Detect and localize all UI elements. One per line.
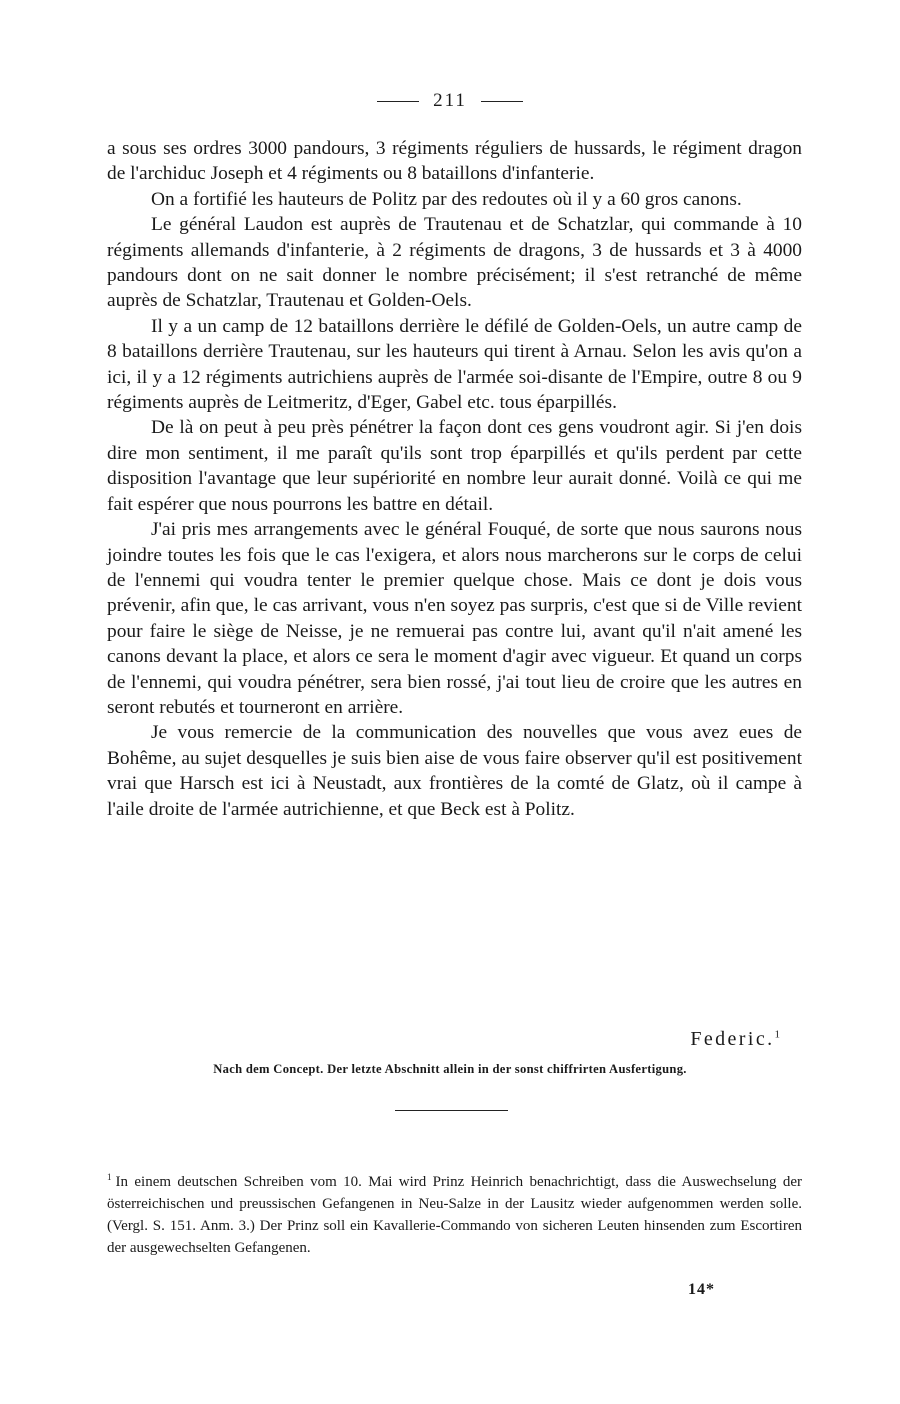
footnote-text: In einem deutschen Schreiben vom 10. Mai wird Prinz Heinrich benachrichtigt, dass die Auswechselung der österreichischen und preussischen Gefangenen in Neu-Salze in der Lausitz wieder aufgenommen werden solle. (Vergl. S. 151. Anm. 3.) Der Prinz soll ein Kavallerie-Commando von sicheren Leuten hinsenden zum Escortiren der ausgewechselten Gefangenen. <box>107 1174 802 1256</box>
signature <box>0 1028 780 1051</box>
section-divider <box>395 1110 508 1111</box>
source-note: Nach dem Concept. Der letzte Abschnitt allein in der sonst chiffrirten Ausfertigung. <box>213 1062 687 1076</box>
letter-body <box>107 136 802 822</box>
printer-signature-mark: 14* <box>688 1281 715 1298</box>
paragraph-3: Le général Laudon est auprès de Trautenau et de Schatzlar, qui commande à 10 régiments allemands d'infanterie, à 2 régiments de dragons, 3 de hussards et 3 à 4000 pandours dont on ne sait donner le nombre précisément; il s'est retranché de même auprès de Schatzlar, Trautenau et Golden-Oels. <box>107 214 802 312</box>
footnote-marker: 1 <box>107 1172 112 1182</box>
footnote <box>107 1166 802 1259</box>
header-rule-left <box>377 101 419 102</box>
page-number: 211 <box>433 90 467 111</box>
header-rule-right <box>481 101 523 102</box>
footnote-reference: 1 <box>774 1028 780 1041</box>
paragraph-5: De là on peut à peu près pénétrer la façon dont ces gens voudront agir. Si j'en dois dire mon sentiment, il me paraît qu'ils sont trop éparpillés et qu'ils perdent par cette disposition l'avantage que leur supériorité en nombre leur aurait donné. Voilà ce qui me fait espérer que nous pourrons les battre en détail. <box>107 417 802 515</box>
signature-name: Federic. <box>690 1028 775 1050</box>
paragraph-1: a sous ses ordres 3000 pandours, 3 régiments réguliers de hussards, le régiment dragon de l'archiduc Joseph et 4 régiments ou 8 bataillons d'infanterie. <box>107 138 802 185</box>
paragraph-2: On a fortifié les hauteurs de Politz par des redoutes où il y a 60 gros canons. <box>151 188 742 210</box>
paragraph-4: Il y a un camp de 12 bataillons derrière le défilé de Golden-Oels, un autre camp de 8 bataillons derrière Trautenau, sur les hauteurs qui tirent à Arnau. Selon les avis qu'on a ici, il y a 12 régiments autrichiens auprès de l'armée soi-disante de l'Empire, outre 8 ou 9 régiments auprès de Leitmeritz, d'Eger, Gabel etc. tous éparpillés. <box>107 315 802 414</box>
paragraph-7: Je vous remercie de la communication des nouvelles que vous avez eues de Bohême, au sujet desquelles je suis bien aise de vous faire observer qu'il est positivement vrai que Harsch est ici à Neustadt, aux frontières de la comté de Glatz, où il campe à l'aile droite de l'armée autrichienne, et que Beck est à Politz. <box>107 722 802 820</box>
page-header <box>0 90 900 112</box>
paragraph-6: J'ai pris mes arrangements avec le général Fouqué, de sorte que nous saurons nous joindre toutes les fois que le cas l'exigera, et alors nous marcherons sur le corps de celui de l'ennemi qui voudra tenter le premier quelque chose. Mais ce dont je dois vous prévenir, afin que, le cas arrivant, vous n'en soyez pas surpris, c'est que si de Ville revient pour faire le siège de Neisse, je ne remuerai pas contre lui, avant qu'il n'ait amené les canons devant la place, et alors ce sera le moment d'agir avec vigueur. Et quand un corps de l'ennemi, qui voudra pénétrer, sera bien rossé, j'ai tout lieu de croire que les autres en seront rebutés et tourneront en arrière. <box>107 519 802 718</box>
